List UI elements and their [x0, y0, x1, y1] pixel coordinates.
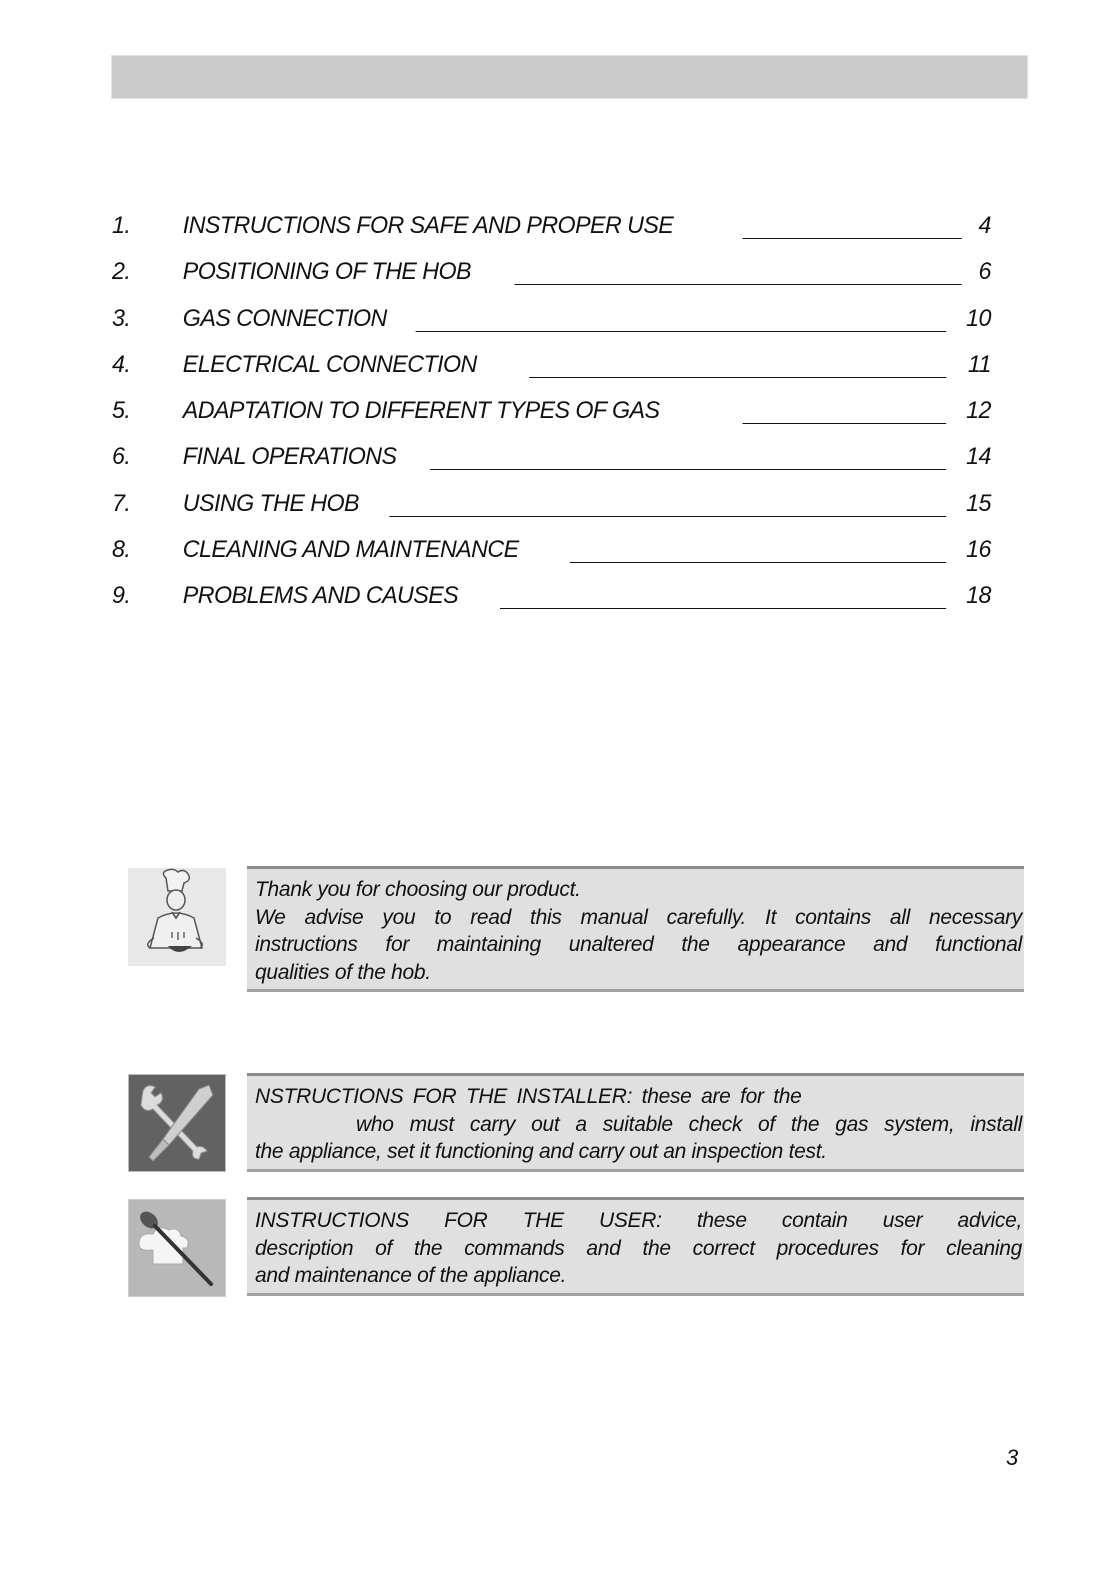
toc-leader-line: [529, 377, 946, 378]
toc-leader-line: [743, 238, 962, 239]
page-number: 3: [1006, 1445, 1019, 1470]
toc-item-number: 4.: [112, 350, 131, 378]
toc-item-page: 10: [966, 304, 991, 332]
installer-note-text: [247, 1073, 1024, 1172]
toc-item-title: POSITIONING OF THE HOB: [182, 258, 471, 286]
note-line: Thank you for choosing our product.: [255, 878, 581, 901]
toc-item-title: PROBLEMS AND CAUSES: [182, 582, 459, 610]
note-line: description of the commands and the correct procedures for cleaning: [255, 1236, 1022, 1260]
user-note: [128, 1197, 1024, 1296]
toc-item-title: ELECTRICAL CONNECTION: [182, 350, 477, 378]
toc-item-number: 1.: [112, 212, 131, 239]
toc-item-page: 12: [966, 397, 991, 425]
toc-item-title: FINAL OPERATIONS: [182, 443, 397, 471]
welcome-note: [128, 866, 1024, 992]
toc-item[interactable]: [112, 252, 991, 298]
note-line: the appliance, set it functioning and carry out an inspection test.: [255, 1140, 827, 1163]
toc-item[interactable]: [112, 391, 991, 437]
toc-item-number: 8.: [112, 536, 131, 564]
toc-leader-line: [389, 516, 946, 517]
toc-item-page: 4: [978, 212, 991, 239]
toc-item-number: 2.: [112, 258, 131, 286]
toc-item-title: CLEANING AND MAINTENANCE: [182, 536, 519, 564]
note-line: and maintenance of the appliance.: [255, 1264, 567, 1287]
toc-item-title: GAS CONNECTION: [182, 304, 387, 332]
toc-item[interactable]: [112, 206, 991, 252]
toc-item-number: 6.: [112, 443, 131, 471]
toc-item[interactable]: [112, 576, 991, 622]
toc-leader-line: [500, 608, 946, 609]
toc-leader-line: [430, 469, 946, 470]
toc-item-page: 6: [978, 258, 991, 286]
chef-icon: [128, 868, 226, 966]
welcome-note-text: [247, 866, 1024, 992]
toc-item[interactable]: [112, 437, 991, 483]
note-line: qualities of the hob.: [255, 960, 431, 984]
toc-item-title: ADAPTATION TO DIFFERENT TYPES OF GAS: [182, 397, 660, 425]
toc-leader-line: [515, 284, 962, 285]
toc-item-number: 9.: [112, 582, 131, 610]
note-line: instructions for maintaining unaltered the appearance and functional: [255, 933, 1022, 956]
toc-item-number: 7.: [112, 489, 131, 517]
toc-item-number: 3.: [112, 304, 131, 332]
toc-item-number: 5.: [112, 397, 131, 425]
table-of-contents: [112, 206, 1018, 623]
toc-item-page: 18: [966, 582, 991, 610]
note-line: We advise you to read this manual carefully. It contains all necessary: [255, 905, 1022, 929]
toc-item-title: USING THE HOB: [182, 489, 359, 517]
wrench-screwdriver-icon: [128, 1074, 226, 1172]
toc-item[interactable]: [112, 299, 991, 345]
toc-item[interactable]: [112, 484, 991, 530]
user-note-text: [247, 1197, 1024, 1296]
note-line: INSTRUCTIONS FOR THE USER: these contain user advice,: [255, 1209, 1022, 1232]
toc-item[interactable]: [112, 345, 991, 391]
toc-leader-line: [416, 331, 947, 332]
header-bar: [111, 55, 1028, 99]
note-line: who must carry out a suitable check of the gas system, install: [356, 1112, 1022, 1136]
toc-item-title: INSTRUCTIONS FOR SAFE AND PROPER USE: [182, 212, 674, 239]
toc-item-page: 15: [966, 489, 991, 517]
toc-leader-line: [570, 562, 946, 563]
toc-leader-line: [743, 423, 947, 424]
toc-item-page: 14: [966, 443, 991, 471]
toc-item[interactable]: [112, 530, 991, 576]
toc-item-page: 16: [966, 536, 991, 564]
spoon-chef-hat-icon: [128, 1199, 226, 1297]
toc-item-page: 11: [967, 350, 991, 378]
installer-note: [128, 1073, 1024, 1172]
note-line: NSTRUCTIONS FOR THE INSTALLER: these are for the: [255, 1085, 802, 1108]
